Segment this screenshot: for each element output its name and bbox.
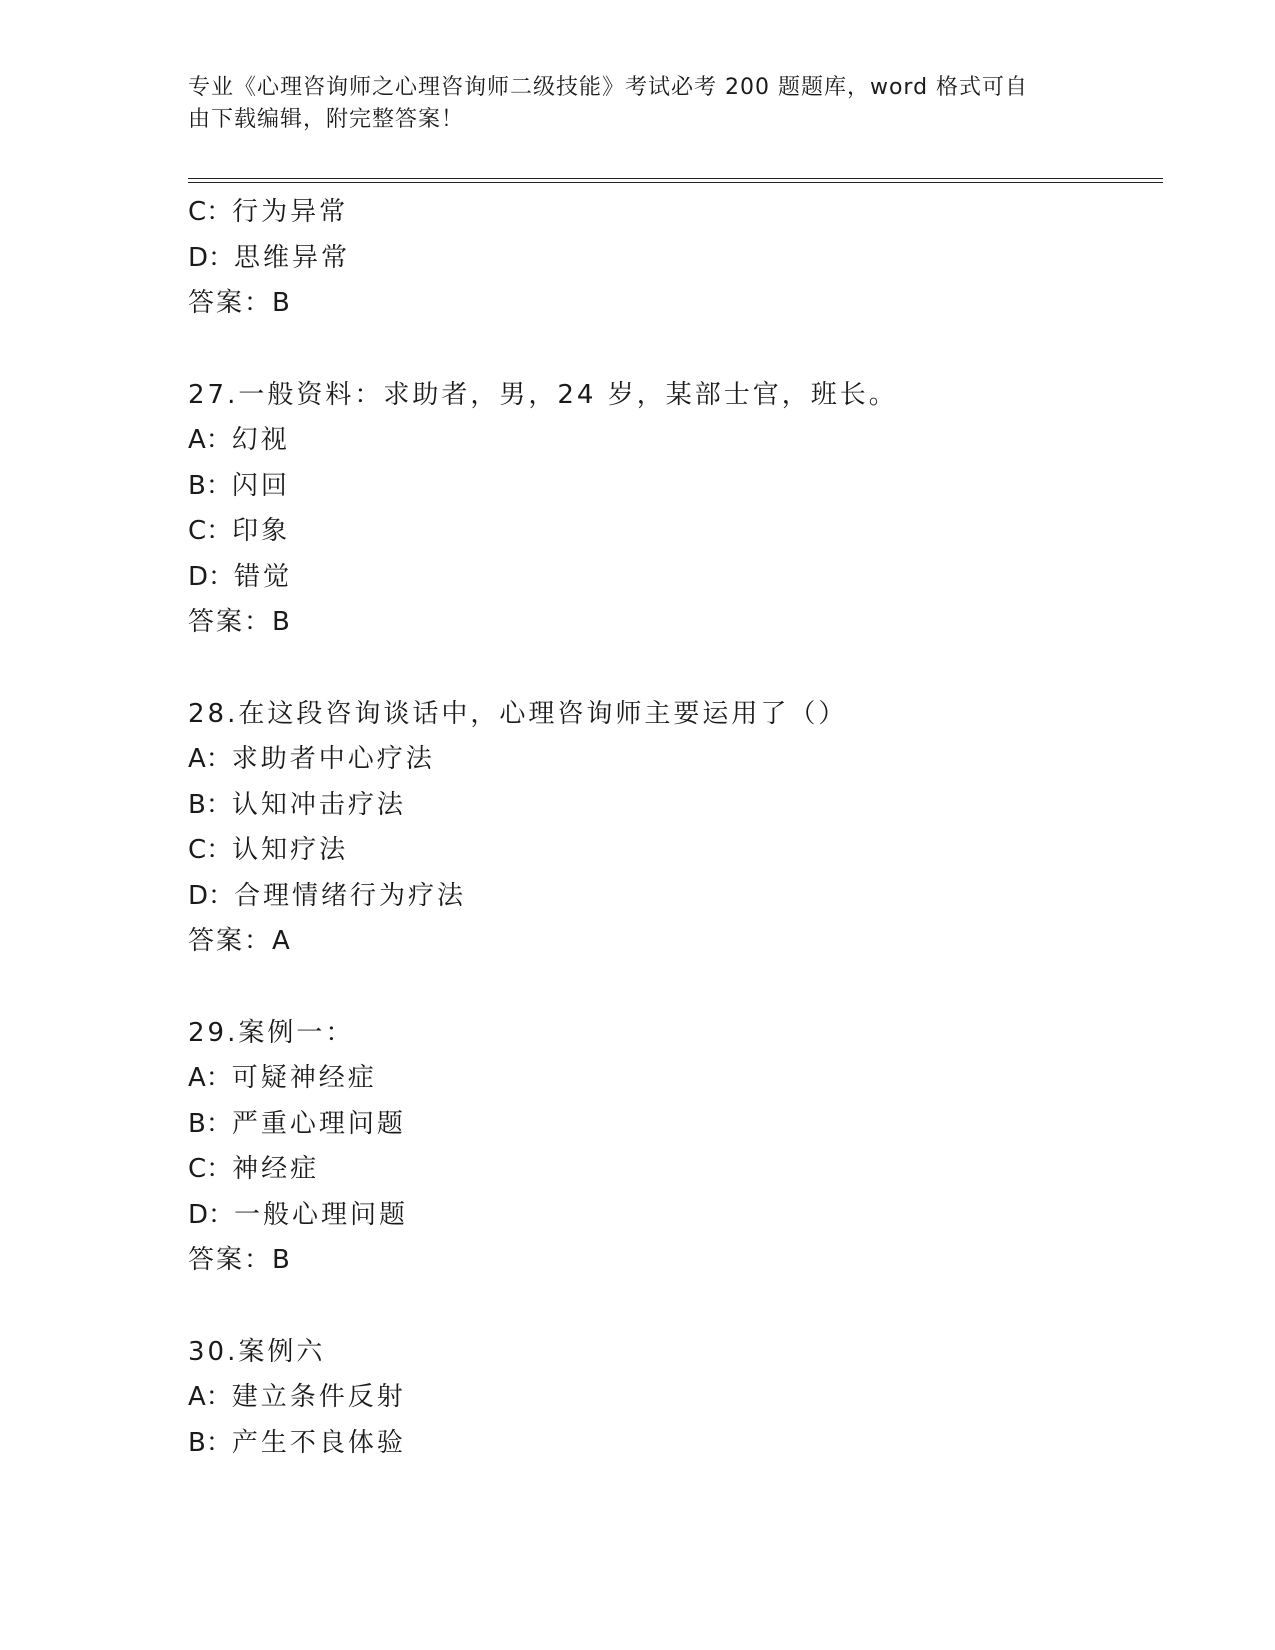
- header-line-1: 专业《心理咨询师之心理咨询师二级技能》考试必考 200 题题库，word 格式可自: [188, 75, 1029, 100]
- option-letter: C：: [188, 1154, 233, 1184]
- option-letter: D：: [188, 561, 235, 592]
- option-letter: D：: [188, 1199, 235, 1230]
- option-letter: B：: [188, 789, 232, 820]
- question-stem: 30.案例六: [188, 1336, 326, 1367]
- question-28: [188, 692, 1163, 965]
- question-stem: 27.一般资料：求助者，男，24 岁，某部士官，班长。: [188, 379, 898, 410]
- option-text: 严重心理问题: [231, 1108, 406, 1139]
- question-fragment: [188, 190, 1163, 327]
- option-a: [188, 1375, 1163, 1421]
- option-letter: C：: [188, 835, 233, 865]
- question-stem: 29.案例一：: [188, 1017, 355, 1048]
- option-text: 幻视: [231, 425, 290, 455]
- option-letter: A：: [188, 1063, 232, 1093]
- option-d: [188, 236, 1163, 282]
- option-letter: B：: [188, 1108, 232, 1139]
- option-text: 印象: [232, 516, 291, 546]
- option-b: [188, 464, 1163, 510]
- option-b: [188, 1102, 1163, 1148]
- option-letter: B：: [188, 470, 232, 501]
- option-text: 认知冲击疗法: [231, 789, 406, 820]
- question-list: [188, 190, 1163, 1466]
- option-text: 闪回: [231, 470, 290, 501]
- option-letter: C：: [188, 516, 233, 546]
- option-text: 合理情绪行为疗法: [234, 880, 467, 911]
- option-c: [188, 828, 1163, 874]
- option-text: 求助者中心疗法: [231, 744, 435, 774]
- answer-line: 答案：B: [188, 1245, 292, 1275]
- option-c: [188, 190, 1163, 236]
- option-b: [188, 1421, 1163, 1467]
- question-27: [188, 373, 1163, 646]
- option-b: [188, 783, 1163, 829]
- option-letter: C：: [188, 197, 233, 227]
- page-header: [188, 72, 1068, 136]
- option-d: [188, 1193, 1163, 1239]
- option-text: 产生不良体验: [231, 1427, 406, 1458]
- option-text: 认知疗法: [232, 835, 349, 865]
- option-letter: B：: [188, 1427, 232, 1458]
- option-text: 神经症: [232, 1154, 320, 1184]
- option-letter: D：: [188, 242, 235, 273]
- header-line-2: 由下载编辑，附完整答案！: [188, 107, 465, 132]
- option-a: [188, 418, 1163, 464]
- option-text: 行为异常: [232, 197, 349, 227]
- option-letter: A：: [188, 425, 232, 455]
- option-c: [188, 509, 1163, 555]
- answer-line: 答案：B: [188, 288, 292, 318]
- option-text: 一般心理问题: [234, 1199, 409, 1230]
- option-text: 建立条件反射: [231, 1382, 406, 1412]
- question-29: [188, 1011, 1163, 1284]
- option-text: 错觉: [234, 561, 293, 592]
- option-letter: A：: [188, 744, 232, 774]
- option-letter: A：: [188, 1382, 232, 1412]
- option-a: [188, 737, 1163, 783]
- header-divider-bottom: [188, 182, 1163, 183]
- option-letter: D：: [188, 880, 235, 911]
- option-a: [188, 1056, 1163, 1102]
- header-divider-top: [188, 178, 1163, 179]
- question-30: [188, 1330, 1163, 1467]
- answer-line: 答案：A: [188, 926, 292, 956]
- answer-line: 答案：B: [188, 607, 292, 637]
- option-d: [188, 874, 1163, 920]
- option-d: [188, 555, 1163, 601]
- option-text: 可疑神经症: [231, 1063, 377, 1093]
- option-c: [188, 1147, 1163, 1193]
- question-stem: 28.在这段咨询谈话中，心理咨询师主要运用了（）: [188, 698, 848, 729]
- option-text: 思维异常: [234, 242, 351, 273]
